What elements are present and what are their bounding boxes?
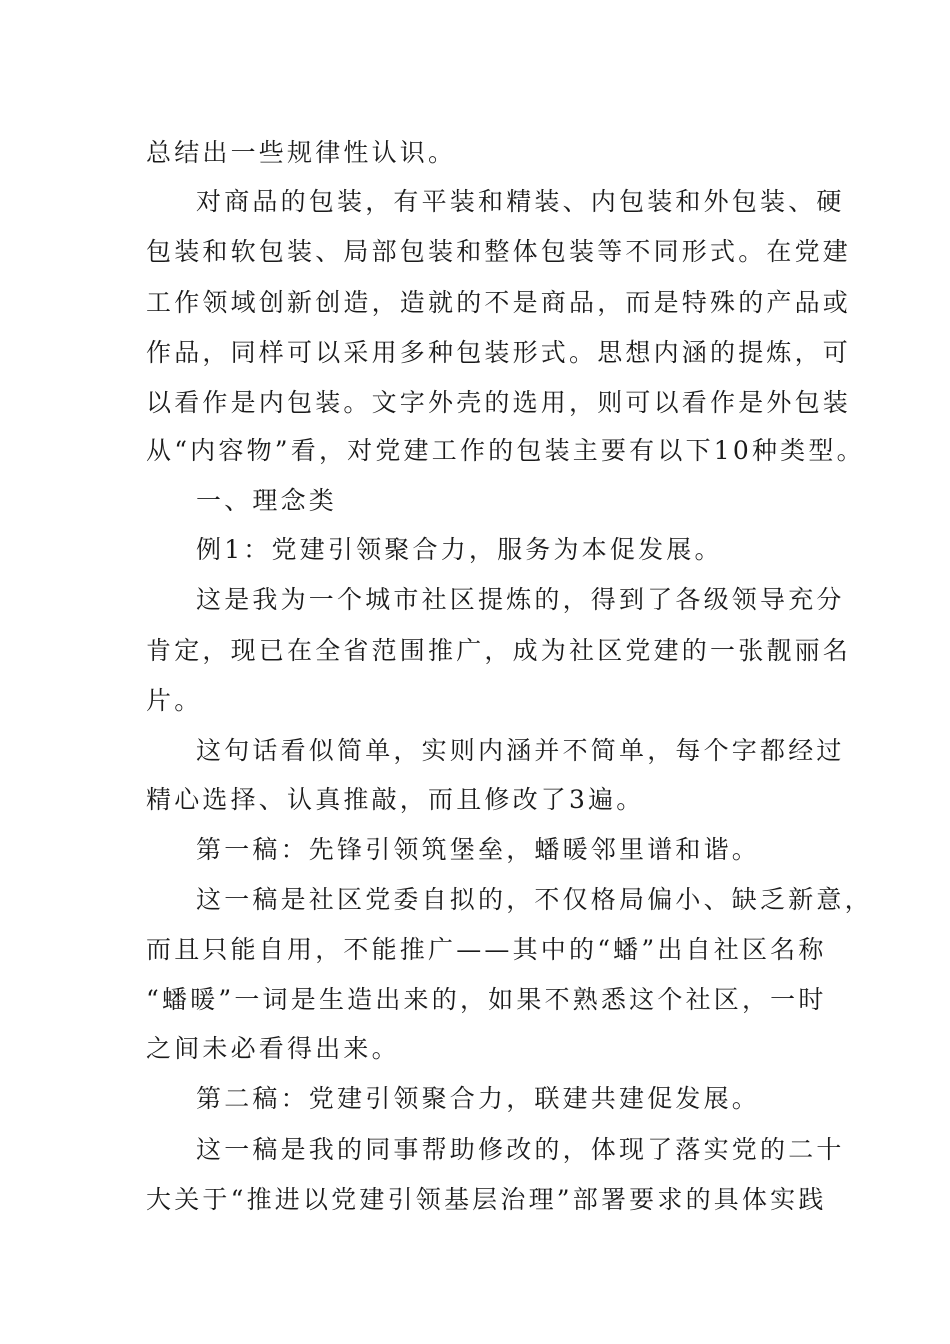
text-line-18: “蟠暖”一词是生造出来的，如果不熟悉这个社区，一时	[146, 985, 827, 1014]
text-line-15: 第一稿：先锋引领筑堡垒，蟠暖邻里谱和谐。	[196, 835, 761, 864]
text-line-12: 片。	[146, 686, 203, 715]
text-line-6: 以看作是内包装。文字外壳的选用，则可以看作是外包装	[146, 388, 852, 417]
text-line-20: 第二稿：党建引领聚合力，联建共建促发展。	[196, 1084, 761, 1113]
text-line-11: 肯定，现已在全省范围推广，成为社区党建的一张靓丽名	[146, 636, 852, 665]
text-line-19: 之间未必看得出来。	[146, 1034, 400, 1063]
text-line-17: 而且只能自用，不能推广——其中的“蟠”出自社区名称	[146, 935, 827, 964]
text-line-10: 这是我为一个城市社区提炼的，得到了各级领导充分	[196, 585, 845, 614]
text-line-9: 例1：党建引领聚合力，服务为本促发展。	[196, 535, 723, 564]
text-line-21: 这一稿是我的同事帮助修改的，体现了落实党的二十	[196, 1135, 845, 1164]
text-line-13: 这句话看似简单，实则内涵并不简单，每个字都经过	[196, 736, 845, 765]
text-line-1: 总结出一些规律性认识。	[146, 138, 457, 167]
text-line-16: 这一稿是社区党委自拟的，不仅格局偏小、缺乏新意，	[196, 885, 873, 914]
text-line-3: 包装和软包装、局部包装和整体包装等不同形式。在党建	[146, 237, 852, 266]
text-line-4: 工作领域创新创造，造就的不是商品，而是特殊的产品或	[146, 288, 852, 317]
section-heading: 一、理念类	[196, 486, 338, 515]
text-line-5: 作品，同样可以采用多种包装形式。思想内涵的提炼，可	[146, 338, 852, 367]
text-line-7: 从“内容物”看，对党建工作的包装主要有以下10种类型。	[146, 436, 865, 465]
text-line-2: 对商品的包装，有平装和精装、内包装和外包装、硬	[196, 187, 845, 216]
text-line-22: 大关于“推进以党建引领基层治理”部署要求的具体实践	[146, 1185, 827, 1214]
text-line-14: 精心选择、认真推敲，而且修改了3遍。	[146, 785, 645, 814]
